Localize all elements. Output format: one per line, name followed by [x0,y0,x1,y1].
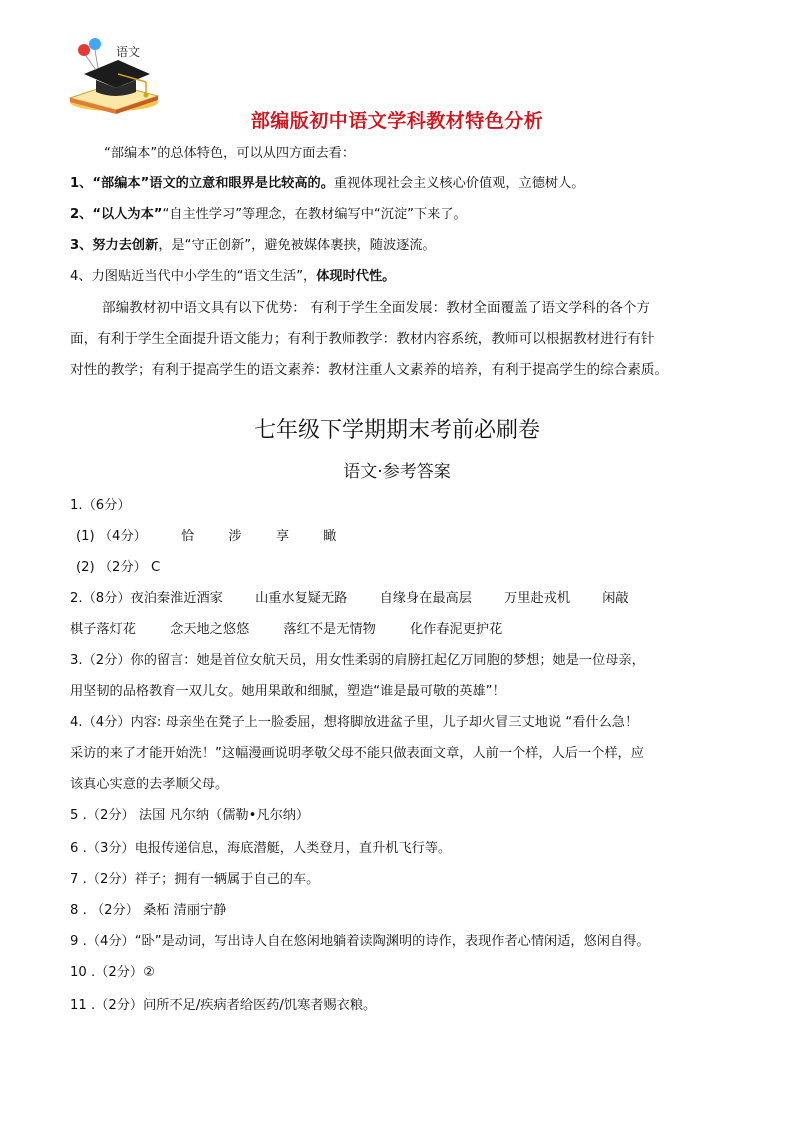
intro-point-4-bold: 体现时代性。 [316,269,396,284]
advantages-line-1: 部编教材初中语文具有以下优势： 有利于学生全面发展：教材全面覆盖了语文学科的各个方 [102,300,651,316]
answer-2-row-2 [70,620,739,640]
exam-title: 七年级下学期期末考前必刷卷 [253,418,540,443]
poem-line: 棋子落灯花 [70,622,136,637]
intro-point-3-bold: 3、努力去创新 [70,238,159,253]
poem-line: 万里赴戎机 [504,591,571,606]
intro-point-2-bold: 2、“以人为本” [70,207,163,222]
answer-10: 10 .（2分）② [70,965,155,980]
poem-line: 化作春泥更护花 [409,622,503,637]
intro-point-1-text: 重视体现社会主义核心价值观，立德树人。 [333,176,585,191]
poem-line: 落红不是无情物 [283,622,376,637]
intro-point-2 [70,205,739,225]
answer-4-line-2: 采访的来了才能开始洗！”这幅漫画说明孝敬父母不能只做表面文章，人前一个样，人后一个样，应 [70,746,644,761]
answer-7: 7 .（2分）祥子；拥有一辆属于自己的车。 [70,872,320,887]
answer-1-1 [76,527,739,547]
answer-1-2: (2) （2分） C [76,560,161,575]
logo-label: 语文 [116,45,141,59]
intro-lead: “部编本”的总体特色，可以从四方面去看： [104,146,356,161]
intro-point-3 [70,236,739,256]
poem-line: 念天地之悠悠 [170,622,250,637]
exam-subtitle: 语文·参考答案 [343,462,451,482]
answer-2-label: 2.（8分） [70,591,131,606]
answer-word: 恰 [181,529,195,544]
poem-line: 闲敲 [602,591,629,606]
answer-3-line-2: 用坚韧的品格教育一双儿女。她用果敢和细腻，塑造“谁是最可敬的英雄”！ [70,684,506,699]
answer-word: 涉 [228,529,242,544]
intro-point-1-bold: 1、“部编本”语文的立意和眼界是比较高的。 [70,176,334,191]
answer-8: 8 . （2分） 桑柘 清丽宁静 [70,903,227,918]
answer-3-line-1: 3.（2分）你的留言：她是首位女航天员，用女性柔弱的肩膀扛起亿万同胞的梦想；她是一位母亲， [70,653,645,668]
intro-point-1 [70,174,739,194]
advantages-line-3: 对性的教学；有利于提高学生的语文素养：教材注重人文素养的培养，有利于提高学生的综合素质。 [70,362,669,378]
answer-1: 1.（6分） [70,498,131,513]
intro-point-2-text: “自主性学习”等理念，在教材编写中“沉淀”下来了。 [162,207,467,222]
header-title: 部编版初中语文学科教材特色分析 [250,110,544,132]
answer-word: 享 [275,529,289,544]
answer-4-line-1: 4.（4分）内容: 母亲坐在凳子上一脸委屈，想将脚放进盆子里，儿子却火冒三丈地说 “看什么急！ [70,715,639,730]
intro-point-4-text: 4、力图贴近当代中小学生的“语文生活”， [70,269,317,284]
poem-line: 山重水复疑无路 [255,591,348,606]
answer-1-1-label: (1) （4分） [76,529,147,544]
answer-2-row-1 [70,589,739,609]
answer-11: 11 .（2分）问所不足/疾病者给医药/饥寒者赐衣粮。 [70,998,377,1013]
answer-word: 瞰 [323,529,337,544]
subject-logo [62,36,162,114]
answer-6: 6 .（3分）电报传递信息，海底潜艇，人类登月，直升机飞行等。 [70,841,452,856]
intro-point-3-text: ，是“守正创新”，避免被媒体裹挟，随波逐流。 [158,238,436,253]
poem-line: 夜泊秦淮近酒家 [130,591,223,606]
answer-5: 5 .（2分） 法国 凡尔纳（儒勒•凡尔纳） [70,808,310,823]
poem-line: 自缘身在最高层 [379,591,472,606]
intro-point-4 [70,267,739,287]
answer-4-line-3: 该真心实意的去孝顺父母。 [70,777,229,792]
advantages-line-2: 面，有利于学生全面提升语文能力；有利于教师教学：教材内容系统，教师可以根据教材进行有针 [70,331,655,347]
answer-9: 9 .（4分）“卧”是动词，写出诗人自在悠闲地躺着读陶渊明的诗作，表现作者心情闲适，悠闲自得。 [70,934,650,949]
